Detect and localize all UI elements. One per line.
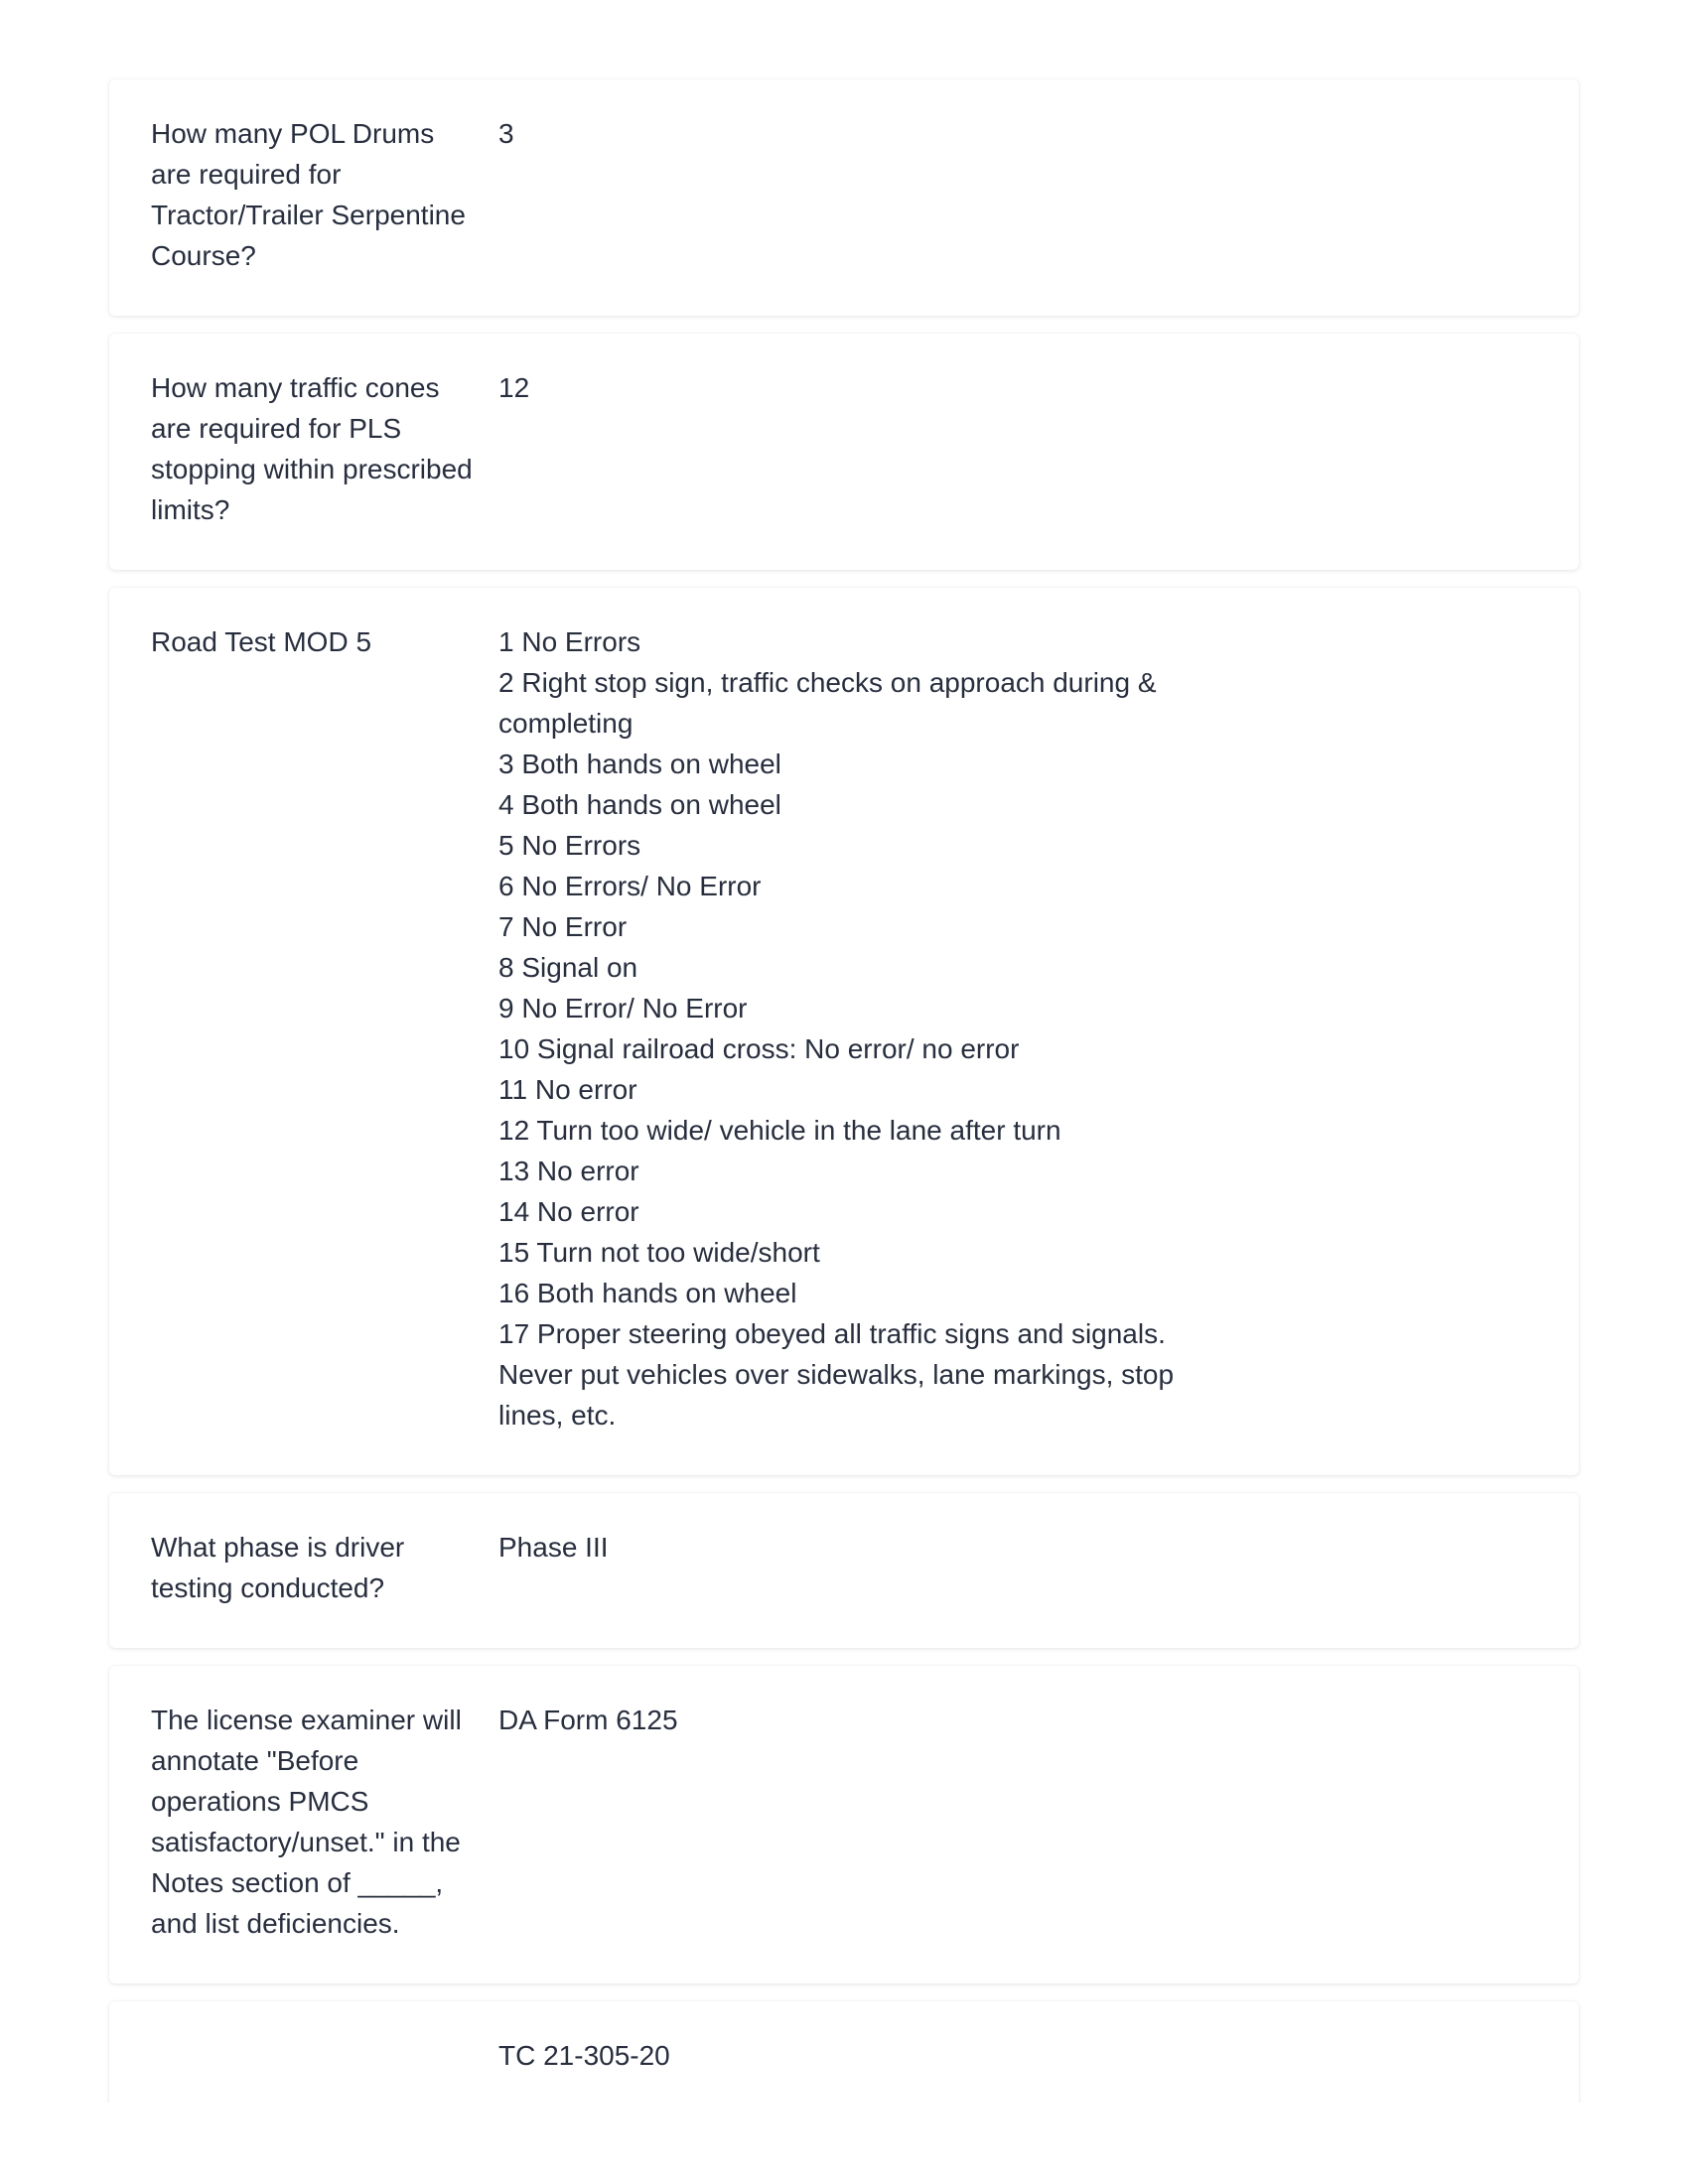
card-definition: [498, 1700, 1213, 1740]
definition-line: 7 No Error: [498, 911, 628, 942]
definition-line: 9 No Error/ No Error: [498, 993, 748, 1024]
definition-line: 13 No error: [498, 1156, 639, 1186]
definition-line: 1 No Errors: [498, 626, 641, 657]
flashcard: [109, 1666, 1579, 1983]
definition-line: 3 Both hands on wheel: [498, 749, 781, 779]
definition-line: 15 Turn not too wide/short: [498, 1237, 820, 1268]
definition-line: 14 No error: [498, 1196, 639, 1227]
definition-line: 4 Both hands on wheel: [498, 789, 781, 820]
card-term: How many traffic cones are required for PLS stopping within prescribed limits?: [151, 372, 473, 525]
flashcard-list: [109, 79, 1579, 2118]
card-term: What phase is driver testing conducted?: [151, 1532, 405, 1603]
definition-line: 6 No Errors/ No Error: [498, 871, 762, 901]
card-definition: [498, 113, 1213, 154]
card-term: The license examiner will annotate "Before operations PMCS satisfactory/unset." in the Notes section of _____, and list deficiencies.: [151, 1705, 462, 1939]
definition-line: Phase III: [498, 1532, 609, 1563]
definition-line: 11 No error: [498, 1074, 637, 1105]
definition-line: 8 Signal on: [498, 952, 638, 983]
page-bottom-margin: [0, 2103, 1688, 2184]
card-term: Road Test MOD 5: [151, 626, 372, 657]
definition-line: 17 Proper steering obeyed all traffic signs and signals. Never put vehicles over sidewalks, lane markings, stop lines, etc.: [498, 1318, 1175, 1431]
definition-line: TC 21-305-20: [498, 2040, 670, 2071]
card-definition: [498, 621, 1213, 1435]
definition-line: 12: [498, 372, 530, 403]
flashcard: [109, 1493, 1579, 1648]
definition-line: 10 Signal railroad cross: No error/ no error: [498, 1033, 1020, 1064]
flashcard: [109, 79, 1579, 316]
definition-line: 16 Both hands on wheel: [498, 1278, 797, 1308]
definition-line: 2 Right stop sign, traffic checks on approach during & completing: [498, 667, 1157, 739]
definition-line: DA Form 6125: [498, 1705, 678, 1735]
card-definition: [498, 2035, 1213, 2076]
definition-line: 12 Turn too wide/ vehicle in the lane after turn: [498, 1115, 1061, 1146]
card-term: How many POL Drums are required for Tractor/Trailer Serpentine Course?: [151, 118, 466, 271]
flashcard: [109, 334, 1579, 570]
flashcard: [109, 588, 1579, 1475]
card-definition: [498, 1527, 1213, 1568]
flashcard: [109, 2001, 1579, 2118]
definition-line: 3: [498, 118, 514, 149]
card-definition: [498, 367, 1213, 408]
definition-line: 5 No Errors: [498, 830, 641, 861]
